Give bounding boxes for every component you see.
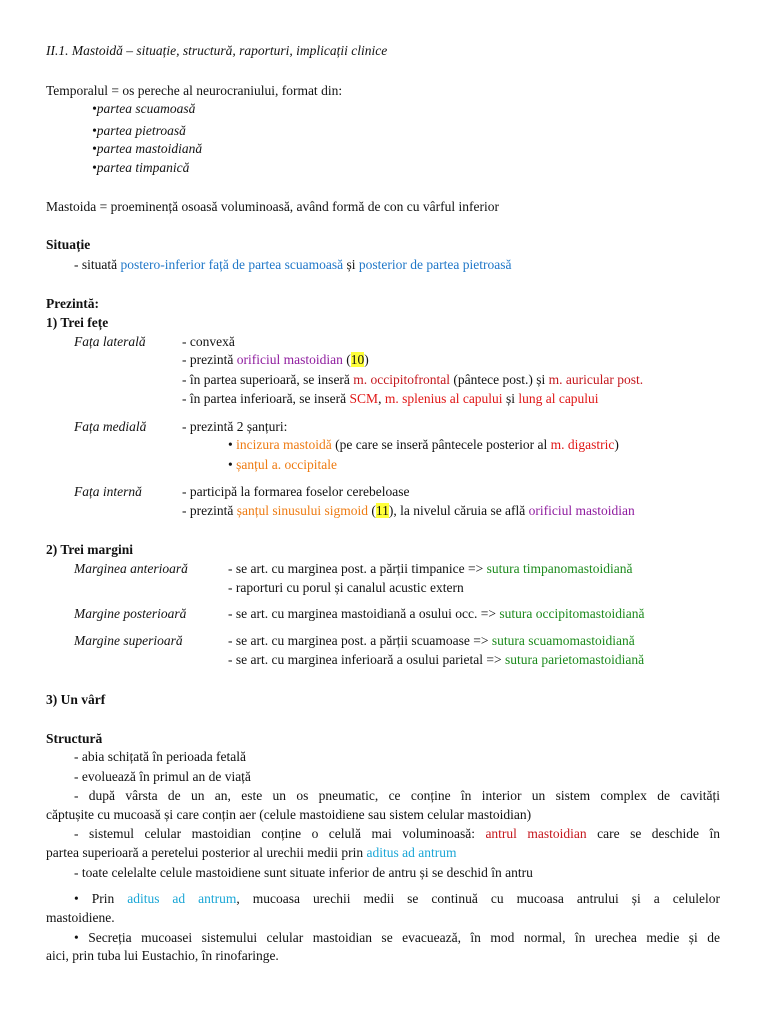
structura-line-1: - abia schițată în perioada fetală [74,749,247,764]
paragraph-1b: mastoidiene. [46,910,115,925]
situatie-line: - situată postero-inferior față de partea scuamoasă și posterior de partea pietroasă [74,257,512,272]
lateral-line-1: - convexă [182,334,235,349]
paragraph-2b: aici, prin tuba lui Eustachio, în rinofaringe. [46,948,279,963]
structura-line-3a: - după vârsta de un an, este un os pneumatic, ce conține în interior un sistem complex de cavități [74,788,720,803]
label-margine-anterioara: Marginea anterioară [74,561,188,576]
list-item: •partea timpanică [92,160,190,175]
lateral-line-4: - în partea inferioară, se inseră SCM, m. splenius al capului și lung al capului [182,391,599,406]
label-margine-posterioara: Margine posterioară [74,606,187,621]
internal-line-2: - prezintă șanțul sinusului sigmoid (11), la nivelul căruia se află orificiul mastoidian [182,503,635,518]
sup-line-2: - se art. cu marginea inferioară a osului parietal => sutura parietomastoidiană [228,652,645,667]
structura-line-3b: căptușite cu mucoasă și care conțin aer (celule mastoidiene sau sistem celular mastoidian) [46,807,532,822]
heading-varf: 3) Un vârf [46,692,106,707]
label-fata-laterala: Fața laterală [74,334,146,349]
list-item: •partea pietroasă [92,123,186,138]
definition: Mastoida = proeminență osoasă voluminoasă, având formă de con cu vârful inferior [46,199,499,214]
figure-ref-11: 11 [375,503,389,518]
internal-line-1: - participă la formarea foselor cerebeloase [182,484,410,499]
list-item: •partea mastoidiană [92,141,203,156]
paragraph-2a: • Secreția mucoasei sistemului celular mastoidian se evacuează, în mod normal, în urechea medie și de [74,930,720,945]
situatie-term-1: postero-inferior față de partea scuamoasă [120,257,344,272]
paragraph-1a: • Prin aditus ad antrum, mucoasa urechii medii se continuă cu mucoasa antrului și a celulelor [74,891,720,906]
section-title: II.1. Mastoidă – situație, structură, raporturi, implicații clinice [46,43,388,58]
heading-prezinta: Prezintă: [46,296,99,311]
heading-fete: 1) Trei fețe [46,315,109,330]
figure-ref-10: 10 [350,352,365,367]
lateral-line-2: - prezintă orificiul mastoidian (10) [182,352,369,367]
label-fata-interna: Fața internă [74,484,142,499]
heading-situatie: Situație [46,237,91,252]
structura-line-5: - toate celelalte celule mastoidiene sunt situate inferior de antru și se deschid în antru [74,865,533,880]
intro-text: Temporalul = os pereche al neurocraniului, format din: [46,83,343,98]
medial-line-2: • incizura mastoidă (pe care se inseră pântecele posterior al m. digastric) [228,437,619,452]
ant-line-2: - raporturi cu porul și canalul acustic extern [228,580,464,595]
medial-line-3: • șanțul a. occipitale [228,457,337,472]
list-item: •partea scuamoasă [92,101,196,116]
medial-line-1: - prezintă 2 șanțuri: [182,419,288,434]
structura-line-2: - evoluează în primul an de viață [74,769,251,784]
ant-line-1: - se art. cu marginea post. a părții timpanice => sutura timpanomastoidiană [228,561,633,576]
label-margine-superioara: Margine superioară [74,633,183,648]
sup-line-1: - se art. cu marginea post. a părții scuamoase => sutura scuamomastoidiană [228,633,635,648]
situatie-term-2: posterior de partea pietroasă [358,257,512,272]
structura-line-4a: - sistemul celular mastoidian conține o celulă mai voluminoasă: antrul mastoidian care se deschide în [74,826,721,841]
heading-structura: Structură [46,731,103,746]
lateral-line-3: - în partea superioară, se inseră m. occipitofrontal (pântece post.) și m. auricular post. [182,372,644,387]
structura-line-4b: partea superioară a peretelui posterior al urechii medii prin aditus ad antrum [46,845,457,860]
heading-margini: 2) Trei margini [46,542,133,557]
post-line-1: - se art. cu marginea mastoidiană a osului occ. => sutura occipitomastoidiană [228,606,645,621]
label-fata-mediala: Fața medială [74,419,147,434]
